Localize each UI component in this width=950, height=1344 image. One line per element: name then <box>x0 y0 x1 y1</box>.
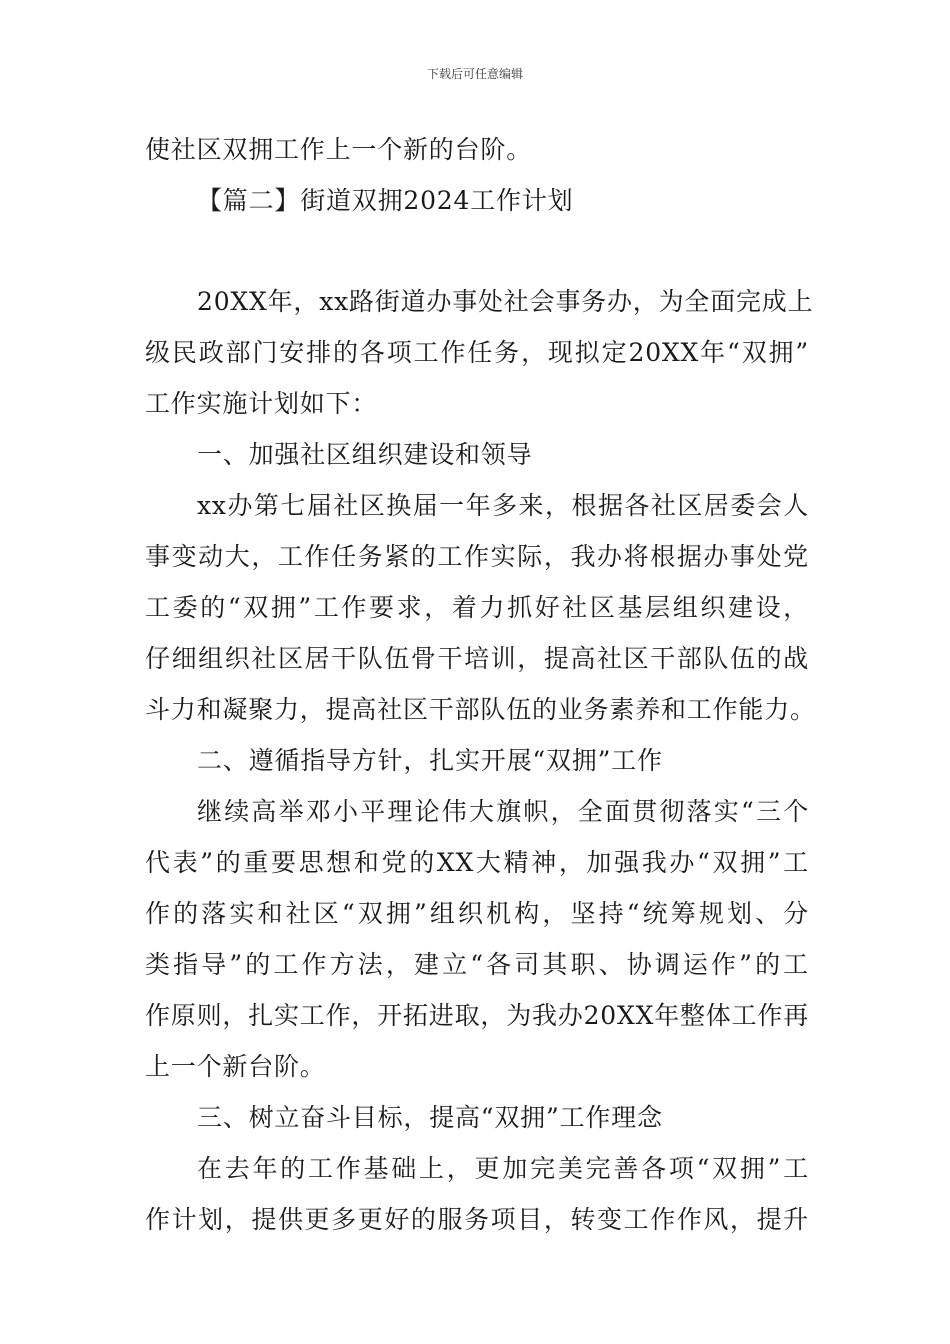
text-line: 作计划，提供更多更好的服务项目，转变工作作风，提升 <box>145 1205 809 1234</box>
text-line: xx办第七届社区换届一年多来，根据各社区居委会人 <box>197 491 809 520</box>
text-line: 作原则，扎实工作，开拓进取，为我办20XX年整体工作再 <box>145 1001 810 1030</box>
text-line: 斗力和凝聚力，提高社区干部队伍的业务素养和工作能力。 <box>145 695 816 724</box>
text-line: 使社区双拥工作上一个新的台阶。 <box>145 135 533 164</box>
text-line: 上一个新台阶。 <box>145 1052 326 1081</box>
text-line: 20XX年，xx路街道办事处社会事务办，为全面完成上 <box>197 287 814 316</box>
section-heading: 一、加强社区组织建设和领导 <box>197 440 533 469</box>
text-line: 代表”的重要思想和党的XX大精神，加强我办“双拥”工 <box>145 848 809 877</box>
text-line: 继续高举邓小平理论伟大旗帜，全面贯彻落实“三个 <box>197 797 809 826</box>
text-line: 工作实施计划如下： <box>145 389 378 418</box>
section-heading: 三、树立奋斗目标，提高“双拥”工作理念 <box>197 1103 663 1132</box>
text-line: 级民政部门安排的各项工作任务，现拟定20XX年“双拥” <box>145 338 809 367</box>
text-line: 工委的“双拥”工作要求，着力抓好社区基层组织建设， <box>145 593 809 622</box>
text-line: 仔细组织社区居干队伍骨干培训，提高社区干部队伍的战 <box>145 644 809 673</box>
section-title: 【篇二】街道双拥2024工作计划 <box>197 186 574 215</box>
text-line: 作的落实和社区“双拥”组织机构，坚持“统筹规划、分 <box>145 899 809 928</box>
page-header: 下载后可任意编辑 <box>426 67 523 81</box>
text-line: 事变动大，工作任务紧的工作实际，我办将根据办事处党 <box>145 542 809 571</box>
text-line: 在去年的工作基础上，更加完美完善各项“双拥”工 <box>197 1154 809 1183</box>
text-line: 类指导”的工作方法，建立“各司其职、协调运作”的工 <box>145 950 809 979</box>
section-heading: 二、遵循指导方针，扎实开展“双拥”工作 <box>197 746 663 775</box>
